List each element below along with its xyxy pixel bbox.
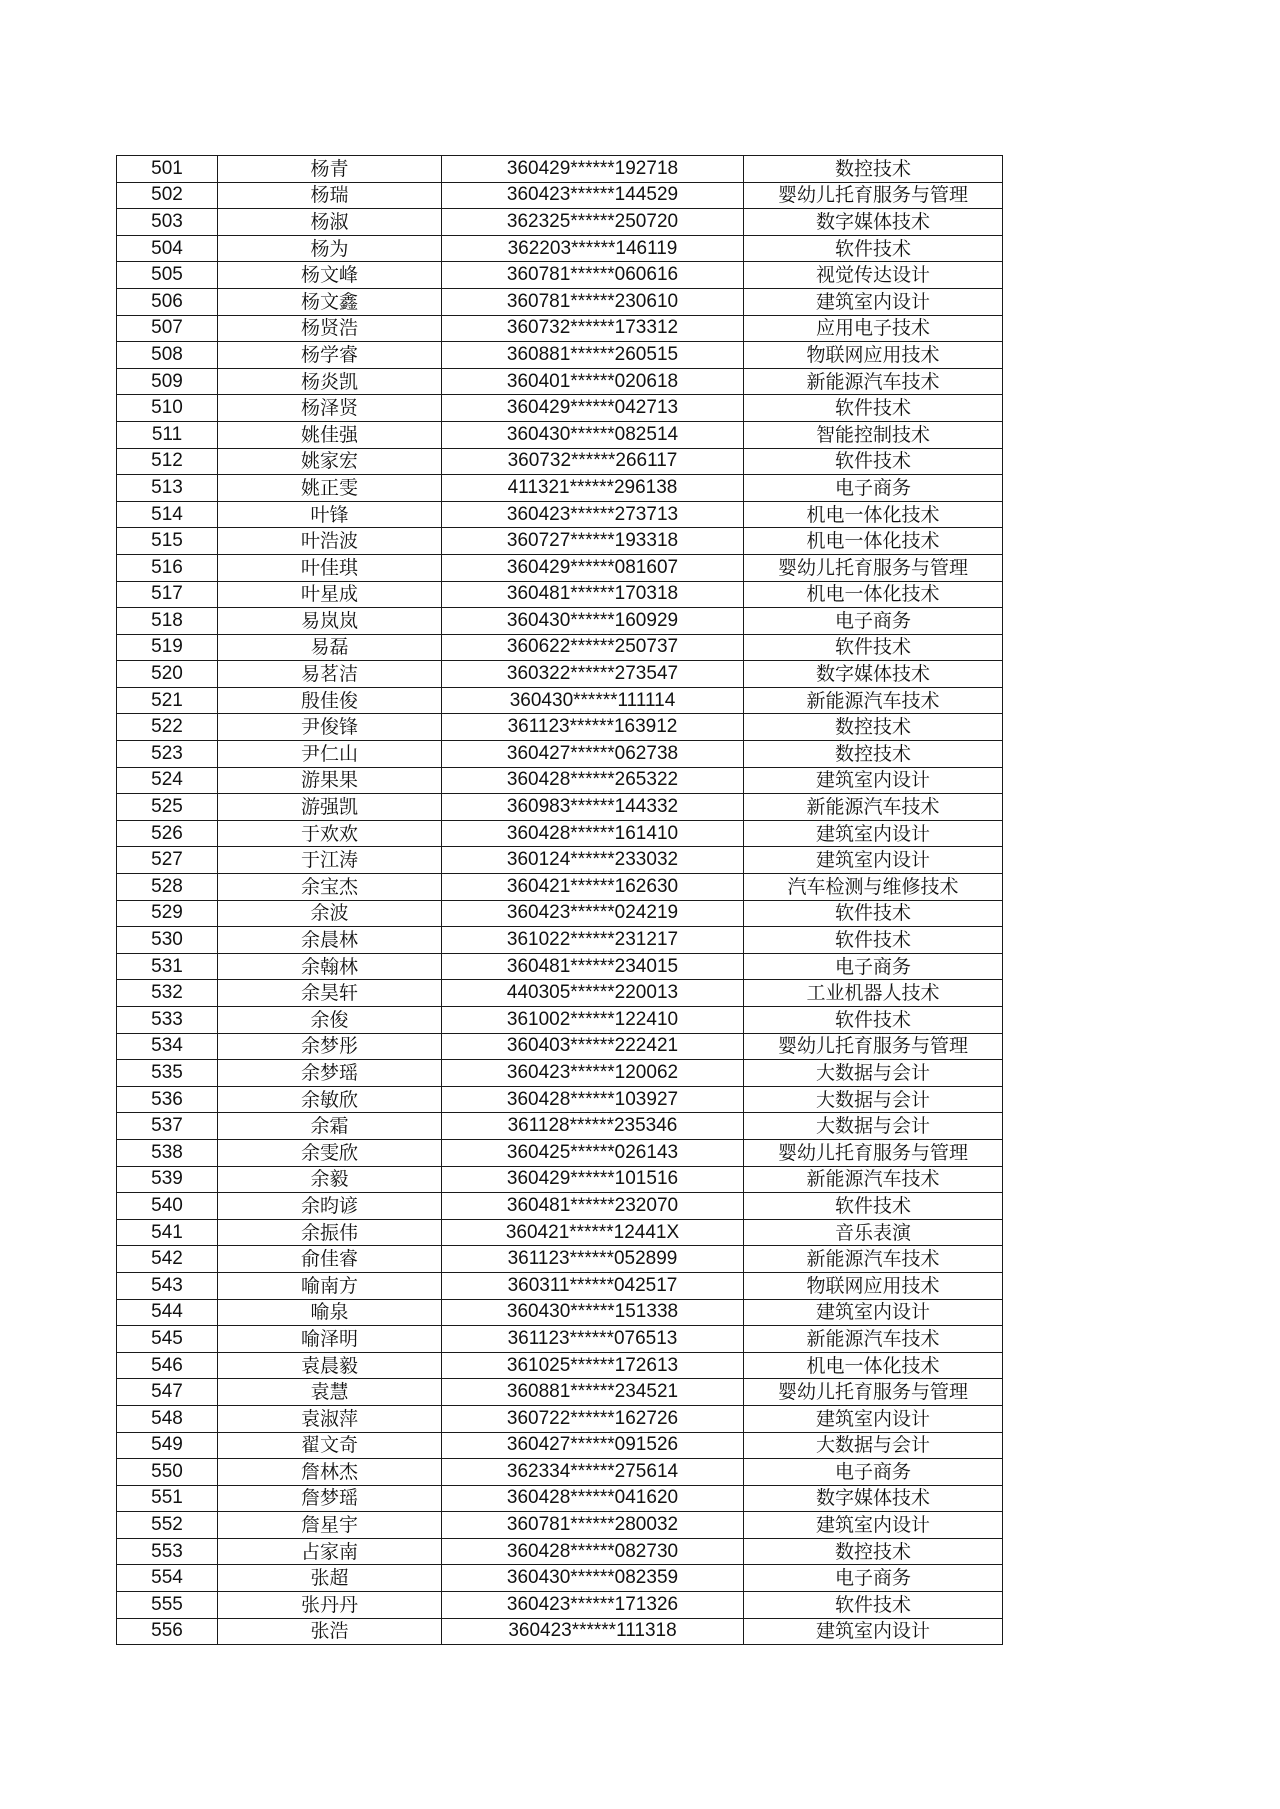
table-row [117, 1033, 1003, 1060]
id-number-cell: 360423******024219 [442, 900, 744, 927]
major-cell: 婴幼儿托育服务与管理 [744, 554, 1003, 581]
student-name-cell: 杨淑 [218, 209, 442, 236]
student-name-cell: 喻泽明 [218, 1326, 442, 1353]
table-row [117, 927, 1003, 954]
table-row [117, 342, 1003, 369]
id-number-cell: 360983******144332 [442, 794, 744, 821]
table-row [117, 581, 1003, 608]
table-row [117, 1299, 1003, 1326]
id-number-cell: 360622******250737 [442, 634, 744, 661]
id-number-cell: 360722******162726 [442, 1405, 744, 1432]
id-number-cell: 360481******232070 [442, 1193, 744, 1220]
row-number-cell: 527 [117, 847, 218, 874]
id-number-cell: 360732******173312 [442, 315, 744, 342]
row-number-cell: 503 [117, 209, 218, 236]
row-number-cell: 513 [117, 475, 218, 502]
id-number-cell: 360403******222421 [442, 1033, 744, 1060]
table-row [117, 235, 1003, 262]
row-number-cell: 531 [117, 953, 218, 980]
table-row [117, 1139, 1003, 1166]
row-number-cell: 520 [117, 661, 218, 688]
row-number-cell: 550 [117, 1459, 218, 1486]
id-number-cell: 362325******250720 [442, 209, 744, 236]
major-cell: 数字媒体技术 [744, 209, 1003, 236]
major-cell: 大数据与会计 [744, 1060, 1003, 1087]
table-row [117, 475, 1003, 502]
major-cell: 软件技术 [744, 448, 1003, 475]
major-cell: 建筑室内设计 [744, 1405, 1003, 1432]
table-row [117, 1272, 1003, 1299]
major-cell: 大数据与会计 [744, 1086, 1003, 1113]
id-number-cell: 360429******081607 [442, 554, 744, 581]
major-cell: 软件技术 [744, 1592, 1003, 1619]
student-name-cell: 叶佳琪 [218, 554, 442, 581]
table-row [117, 1618, 1003, 1645]
student-name-cell: 杨学睿 [218, 342, 442, 369]
id-number-cell: 411321******296138 [442, 475, 744, 502]
row-number-cell: 542 [117, 1246, 218, 1273]
table-row [117, 1432, 1003, 1459]
row-number-cell: 507 [117, 315, 218, 342]
student-name-cell: 杨文峰 [218, 262, 442, 289]
id-number-cell: 360732******266117 [442, 448, 744, 475]
major-cell: 电子商务 [744, 1565, 1003, 1592]
major-cell: 音乐表演 [744, 1219, 1003, 1246]
major-cell: 电子商务 [744, 608, 1003, 635]
row-number-cell: 548 [117, 1405, 218, 1432]
table-row [117, 554, 1003, 581]
row-number-cell: 505 [117, 262, 218, 289]
table-row [117, 528, 1003, 555]
student-name-cell: 叶浩波 [218, 528, 442, 555]
row-number-cell: 519 [117, 634, 218, 661]
id-number-cell: 361002******122410 [442, 1007, 744, 1034]
major-cell: 数控技术 [744, 1538, 1003, 1565]
row-number-cell: 506 [117, 288, 218, 315]
id-number-cell: 360781******060616 [442, 262, 744, 289]
id-number-cell: 360423******171326 [442, 1592, 744, 1619]
table-row [117, 1538, 1003, 1565]
student-name-cell: 翟文奇 [218, 1432, 442, 1459]
row-number-cell: 546 [117, 1352, 218, 1379]
student-name-cell: 于江涛 [218, 847, 442, 874]
major-cell: 软件技术 [744, 395, 1003, 422]
student-name-cell: 游果果 [218, 767, 442, 794]
row-number-cell: 517 [117, 581, 218, 608]
id-number-cell: 360428******265322 [442, 767, 744, 794]
table-row [117, 687, 1003, 714]
major-cell: 建筑室内设计 [744, 1618, 1003, 1645]
student-name-cell: 杨文鑫 [218, 288, 442, 315]
row-number-cell: 518 [117, 608, 218, 635]
student-name-cell: 余霜 [218, 1113, 442, 1140]
id-number-cell: 361123******052899 [442, 1246, 744, 1273]
major-cell: 数控技术 [744, 156, 1003, 183]
student-name-cell: 余俊 [218, 1007, 442, 1034]
row-number-cell: 525 [117, 794, 218, 821]
id-number-cell: 360421******162630 [442, 874, 744, 901]
table-row [117, 1459, 1003, 1486]
major-cell: 婴幼儿托育服务与管理 [744, 1033, 1003, 1060]
id-number-cell: 361128******235346 [442, 1113, 744, 1140]
major-cell: 数字媒体技术 [744, 1485, 1003, 1512]
id-number-cell: 360423******144529 [442, 182, 744, 209]
roster-body [117, 156, 1003, 1645]
student-name-cell: 詹梦瑶 [218, 1485, 442, 1512]
major-cell: 视觉传达设计 [744, 262, 1003, 289]
table-row [117, 1326, 1003, 1353]
major-cell: 应用电子技术 [744, 315, 1003, 342]
major-cell: 新能源汽车技术 [744, 687, 1003, 714]
row-number-cell: 510 [117, 395, 218, 422]
student-name-cell: 杨泽贤 [218, 395, 442, 422]
row-number-cell: 556 [117, 1618, 218, 1645]
id-number-cell: 362334******275614 [442, 1459, 744, 1486]
major-cell: 软件技术 [744, 900, 1003, 927]
id-number-cell: 360124******233032 [442, 847, 744, 874]
id-number-cell: 360311******042517 [442, 1272, 744, 1299]
major-cell: 新能源汽车技术 [744, 794, 1003, 821]
row-number-cell: 535 [117, 1060, 218, 1087]
student-name-cell: 杨青 [218, 156, 442, 183]
row-number-cell: 529 [117, 900, 218, 927]
id-number-cell: 360430******160929 [442, 608, 744, 635]
table-row [117, 953, 1003, 980]
student-name-cell: 余宝杰 [218, 874, 442, 901]
major-cell: 电子商务 [744, 475, 1003, 502]
id-number-cell: 360425******026143 [442, 1139, 744, 1166]
row-number-cell: 526 [117, 820, 218, 847]
id-number-cell: 361022******231217 [442, 927, 744, 954]
student-name-cell: 余振伟 [218, 1219, 442, 1246]
row-number-cell: 524 [117, 767, 218, 794]
student-name-cell: 易磊 [218, 634, 442, 661]
table-row [117, 448, 1003, 475]
table-row [117, 1193, 1003, 1220]
student-name-cell: 张丹丹 [218, 1592, 442, 1619]
student-name-cell: 杨瑞 [218, 182, 442, 209]
student-roster-table [116, 155, 1003, 1645]
table-row [117, 1405, 1003, 1432]
major-cell: 建筑室内设计 [744, 1299, 1003, 1326]
id-number-cell: 360429******101516 [442, 1166, 744, 1193]
student-name-cell: 张浩 [218, 1618, 442, 1645]
row-number-cell: 537 [117, 1113, 218, 1140]
id-number-cell: 360428******161410 [442, 820, 744, 847]
table-row [117, 421, 1003, 448]
id-number-cell: 360427******091526 [442, 1432, 744, 1459]
table-row [117, 661, 1003, 688]
table-row [117, 288, 1003, 315]
student-name-cell: 余晨林 [218, 927, 442, 954]
table-row [117, 1060, 1003, 1087]
table-row [117, 1592, 1003, 1619]
row-number-cell: 508 [117, 342, 218, 369]
table-row [117, 847, 1003, 874]
major-cell: 软件技术 [744, 235, 1003, 262]
id-number-cell: 361123******076513 [442, 1326, 744, 1353]
student-name-cell: 尹仁山 [218, 741, 442, 768]
major-cell: 建筑室内设计 [744, 288, 1003, 315]
student-name-cell: 姚佳强 [218, 421, 442, 448]
student-name-cell: 喻南方 [218, 1272, 442, 1299]
student-name-cell: 于欢欢 [218, 820, 442, 847]
row-number-cell: 533 [117, 1007, 218, 1034]
major-cell: 婴幼儿托育服务与管理 [744, 1379, 1003, 1406]
table-row [117, 395, 1003, 422]
major-cell: 机电一体化技术 [744, 501, 1003, 528]
id-number-cell: 360421******12441X [442, 1219, 744, 1246]
id-number-cell: 360481******170318 [442, 581, 744, 608]
major-cell: 机电一体化技术 [744, 1352, 1003, 1379]
id-number-cell: 360429******192718 [442, 156, 744, 183]
student-name-cell: 余波 [218, 900, 442, 927]
id-number-cell: 360423******273713 [442, 501, 744, 528]
id-number-cell: 360781******280032 [442, 1512, 744, 1539]
major-cell: 工业机器人技术 [744, 980, 1003, 1007]
row-number-cell: 515 [117, 528, 218, 555]
major-cell: 数控技术 [744, 714, 1003, 741]
table-row [117, 741, 1003, 768]
row-number-cell: 521 [117, 687, 218, 714]
major-cell: 建筑室内设计 [744, 820, 1003, 847]
row-number-cell: 509 [117, 368, 218, 395]
student-name-cell: 余敏欣 [218, 1086, 442, 1113]
table-row [117, 1219, 1003, 1246]
row-number-cell: 532 [117, 980, 218, 1007]
major-cell: 汽车检测与维修技术 [744, 874, 1003, 901]
student-name-cell: 游强凯 [218, 794, 442, 821]
table-row [117, 1352, 1003, 1379]
major-cell: 婴幼儿托育服务与管理 [744, 182, 1003, 209]
student-name-cell: 余雯欣 [218, 1139, 442, 1166]
table-row [117, 820, 1003, 847]
table-row [117, 501, 1003, 528]
id-number-cell: 360427******062738 [442, 741, 744, 768]
table-row [117, 156, 1003, 183]
row-number-cell: 544 [117, 1299, 218, 1326]
table-row [117, 262, 1003, 289]
student-name-cell: 叶星成 [218, 581, 442, 608]
major-cell: 新能源汽车技术 [744, 1246, 1003, 1273]
student-name-cell: 余昀谚 [218, 1193, 442, 1220]
row-number-cell: 554 [117, 1565, 218, 1592]
table-row [117, 1113, 1003, 1140]
table-row [117, 1166, 1003, 1193]
table-row [117, 368, 1003, 395]
student-name-cell: 杨为 [218, 235, 442, 262]
id-number-cell: 360481******234015 [442, 953, 744, 980]
table-row [117, 1512, 1003, 1539]
student-name-cell: 殷佳俊 [218, 687, 442, 714]
row-number-cell: 523 [117, 741, 218, 768]
row-number-cell: 516 [117, 554, 218, 581]
id-number-cell: 360423******111318 [442, 1618, 744, 1645]
student-name-cell: 袁慧 [218, 1379, 442, 1406]
major-cell: 电子商务 [744, 953, 1003, 980]
major-cell: 机电一体化技术 [744, 581, 1003, 608]
row-number-cell: 534 [117, 1033, 218, 1060]
major-cell: 新能源汽车技术 [744, 1166, 1003, 1193]
table-row [117, 767, 1003, 794]
row-number-cell: 538 [117, 1139, 218, 1166]
row-number-cell: 540 [117, 1193, 218, 1220]
id-number-cell: 360401******020618 [442, 368, 744, 395]
id-number-cell: 360428******082730 [442, 1538, 744, 1565]
table-row [117, 315, 1003, 342]
student-name-cell: 尹俊锋 [218, 714, 442, 741]
id-number-cell: 361123******163912 [442, 714, 744, 741]
major-cell: 建筑室内设计 [744, 767, 1003, 794]
id-number-cell: 360781******230610 [442, 288, 744, 315]
major-cell: 建筑室内设计 [744, 1512, 1003, 1539]
table-row [117, 1007, 1003, 1034]
table-row [117, 794, 1003, 821]
row-number-cell: 543 [117, 1272, 218, 1299]
table-row [117, 182, 1003, 209]
row-number-cell: 551 [117, 1485, 218, 1512]
major-cell: 物联网应用技术 [744, 1272, 1003, 1299]
row-number-cell: 547 [117, 1379, 218, 1406]
major-cell: 智能控制技术 [744, 421, 1003, 448]
major-cell: 软件技术 [744, 927, 1003, 954]
major-cell: 新能源汽车技术 [744, 1326, 1003, 1353]
row-number-cell: 514 [117, 501, 218, 528]
row-number-cell: 502 [117, 182, 218, 209]
major-cell: 数字媒体技术 [744, 661, 1003, 688]
student-name-cell: 袁淑萍 [218, 1405, 442, 1432]
table-row [117, 714, 1003, 741]
id-number-cell: 360430******151338 [442, 1299, 744, 1326]
table-row [117, 1379, 1003, 1406]
major-cell: 软件技术 [744, 1193, 1003, 1220]
student-name-cell: 袁晨毅 [218, 1352, 442, 1379]
student-name-cell: 余昊轩 [218, 980, 442, 1007]
id-number-cell: 360429******042713 [442, 395, 744, 422]
student-name-cell: 杨贤浩 [218, 315, 442, 342]
table-row [117, 1086, 1003, 1113]
student-name-cell: 易岚岚 [218, 608, 442, 635]
row-number-cell: 512 [117, 448, 218, 475]
row-number-cell: 553 [117, 1538, 218, 1565]
row-number-cell: 528 [117, 874, 218, 901]
row-number-cell: 541 [117, 1219, 218, 1246]
id-number-cell: 360727******193318 [442, 528, 744, 555]
table-row [117, 1565, 1003, 1592]
id-number-cell: 360423******120062 [442, 1060, 744, 1087]
row-number-cell: 539 [117, 1166, 218, 1193]
row-number-cell: 552 [117, 1512, 218, 1539]
row-number-cell: 530 [117, 927, 218, 954]
id-number-cell: 360430******111114 [442, 687, 744, 714]
id-number-cell: 360881******260515 [442, 342, 744, 369]
table-row [117, 1485, 1003, 1512]
student-name-cell: 叶锋 [218, 501, 442, 528]
table-row [117, 209, 1003, 236]
id-number-cell: 360428******103927 [442, 1086, 744, 1113]
major-cell: 软件技术 [744, 1007, 1003, 1034]
row-number-cell: 555 [117, 1592, 218, 1619]
student-name-cell: 喻泉 [218, 1299, 442, 1326]
table-row [117, 608, 1003, 635]
table-row [117, 874, 1003, 901]
major-cell: 软件技术 [744, 634, 1003, 661]
major-cell: 建筑室内设计 [744, 847, 1003, 874]
student-name-cell: 余毅 [218, 1166, 442, 1193]
table-row [117, 980, 1003, 1007]
id-number-cell: 360430******082359 [442, 1565, 744, 1592]
row-number-cell: 545 [117, 1326, 218, 1353]
major-cell: 电子商务 [744, 1459, 1003, 1486]
row-number-cell: 549 [117, 1432, 218, 1459]
student-name-cell: 杨炎凯 [218, 368, 442, 395]
student-name-cell: 张超 [218, 1565, 442, 1592]
id-number-cell: 362203******146119 [442, 235, 744, 262]
table-row [117, 634, 1003, 661]
student-name-cell: 余翰林 [218, 953, 442, 980]
id-number-cell: 361025******172613 [442, 1352, 744, 1379]
student-name-cell: 易茗洁 [218, 661, 442, 688]
student-name-cell: 俞佳睿 [218, 1246, 442, 1273]
major-cell: 婴幼儿托育服务与管理 [744, 1139, 1003, 1166]
major-cell: 新能源汽车技术 [744, 368, 1003, 395]
id-number-cell: 440305******220013 [442, 980, 744, 1007]
student-name-cell: 余梦彤 [218, 1033, 442, 1060]
row-number-cell: 522 [117, 714, 218, 741]
row-number-cell: 511 [117, 421, 218, 448]
table-row [117, 900, 1003, 927]
major-cell: 大数据与会计 [744, 1432, 1003, 1459]
row-number-cell: 536 [117, 1086, 218, 1113]
student-name-cell: 余梦瑶 [218, 1060, 442, 1087]
major-cell: 机电一体化技术 [744, 528, 1003, 555]
student-name-cell: 姚正雯 [218, 475, 442, 502]
student-name-cell: 占家南 [218, 1538, 442, 1565]
major-cell: 数控技术 [744, 741, 1003, 768]
student-name-cell: 姚家宏 [218, 448, 442, 475]
major-cell: 物联网应用技术 [744, 342, 1003, 369]
row-number-cell: 504 [117, 235, 218, 262]
table-row [117, 1246, 1003, 1273]
student-name-cell: 詹林杰 [218, 1459, 442, 1486]
student-name-cell: 詹星宇 [218, 1512, 442, 1539]
id-number-cell: 360430******082514 [442, 421, 744, 448]
major-cell: 大数据与会计 [744, 1113, 1003, 1140]
id-number-cell: 360881******234521 [442, 1379, 744, 1406]
id-number-cell: 360322******273547 [442, 661, 744, 688]
id-number-cell: 360428******041620 [442, 1485, 744, 1512]
row-number-cell: 501 [117, 156, 218, 183]
